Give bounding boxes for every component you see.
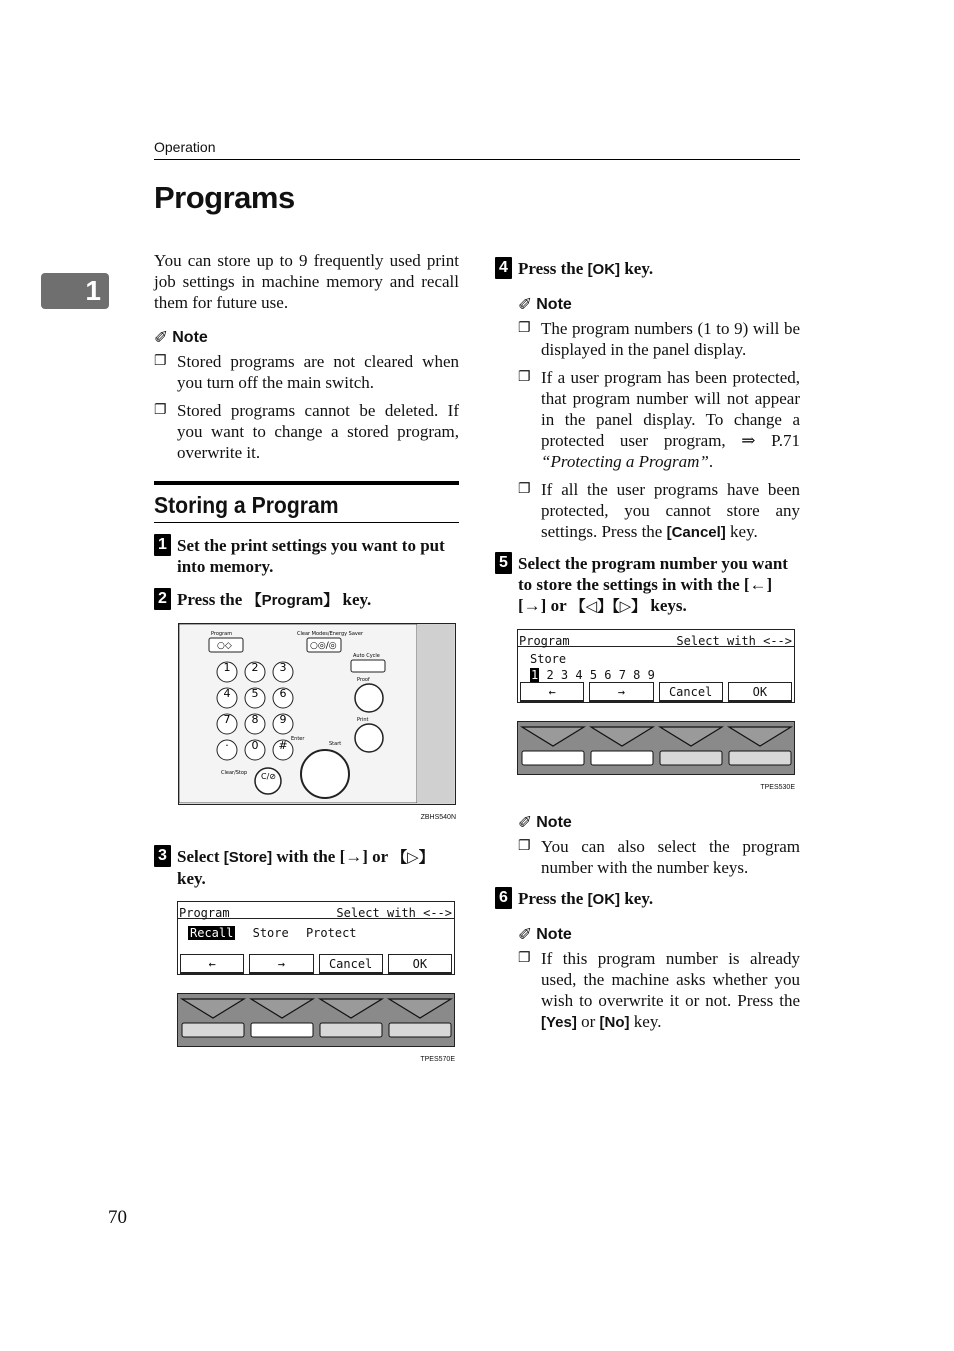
figure-code: TPES570E xyxy=(420,1056,455,1063)
left-right-keys-label: 【◁】【▷】 xyxy=(570,598,647,615)
cancel-softkey[interactable]: Cancel xyxy=(319,954,383,974)
lcd-program-number-figure xyxy=(517,629,800,798)
program-numbers[interactable]: 2 3 4 5 6 7 8 9 xyxy=(546,668,655,682)
note-item: ❐ Stored programs are not cleared when you turn off the main switch. xyxy=(154,351,459,393)
lcd-display xyxy=(177,901,455,975)
svg-text:○◇: ○◇ xyxy=(217,641,232,651)
note-text: . xyxy=(708,452,714,471)
step-text: keys. xyxy=(646,596,687,615)
note-text: If a user program has been protected, that program number will not appear in the panel display. To change a protected user program, ⇒ P.71 xyxy=(541,368,800,450)
clear-stop-key-label: C/⊘ xyxy=(261,772,276,781)
selected-program-number[interactable]: 1 xyxy=(531,668,539,682)
clear-stop-label: Clear/Stop xyxy=(221,770,248,776)
auto-cycle-label: Auto Cycle xyxy=(353,653,380,659)
selection-keys-drawing xyxy=(178,994,454,1046)
intro-paragraph: You can store up to 9 frequently used print job settings in machine memory and recall them for future use. xyxy=(154,251,459,312)
svg-text:6: 6 xyxy=(279,687,287,700)
left-arrow-softkey[interactable]: ← xyxy=(180,954,244,974)
selection-keys xyxy=(177,993,455,1047)
store-option[interactable]: Store xyxy=(252,926,289,940)
svg-text:○◎/◎: ○◎/◎ xyxy=(310,641,337,651)
svg-text:5: 5 xyxy=(251,687,259,700)
step-text: Select xyxy=(177,847,224,866)
pencil-icon: ✐ xyxy=(518,925,533,944)
note-item xyxy=(518,367,800,472)
left-arrow-softkey[interactable]: ← xyxy=(520,682,584,702)
note-text: key. xyxy=(629,1012,662,1031)
figure-code: ZBHS540N xyxy=(420,814,456,821)
step6-notes xyxy=(518,948,800,1033)
step-number: 6 xyxy=(495,887,512,909)
page-title: Programs xyxy=(154,180,295,215)
no-key-label: [No] xyxy=(599,1014,630,1031)
note-text: If this program number is already used, the machine asks whether you wish to overwrite it or not. Press the xyxy=(541,949,800,1010)
note-text: If all the user programs have been protected, you cannot store any settings. Press the xyxy=(541,480,800,541)
page-number: 70 xyxy=(108,1207,127,1228)
selection-keys-drawing xyxy=(518,722,794,774)
ok-key-label: [OK] xyxy=(587,261,621,278)
proof-label: Proof xyxy=(357,677,370,683)
control-panel-drawing xyxy=(179,624,454,803)
ok-key-label: [OK] xyxy=(587,891,621,908)
note-text: or xyxy=(576,1012,600,1031)
step-number: 4 xyxy=(495,257,512,279)
step-text: key. xyxy=(620,889,654,908)
note-label: Note xyxy=(536,296,572,313)
step-number: 3 xyxy=(154,845,171,867)
pencil-icon: ✐ xyxy=(518,813,533,832)
selection-keys xyxy=(517,721,795,775)
program-label: Program xyxy=(211,631,233,637)
section-title: Storing a Program xyxy=(154,492,339,518)
figure-code: TPES530E xyxy=(760,784,795,791)
running-header: Operation xyxy=(154,139,216,155)
right-key-label: 【▷】 xyxy=(392,849,434,866)
cross-reference-link[interactable]: “Protecting a Program” xyxy=(541,452,709,471)
step-number: 5 xyxy=(495,552,512,574)
intro-notes xyxy=(154,351,459,463)
section-underline xyxy=(154,522,459,523)
control-panel xyxy=(178,623,456,805)
chapter-tab: 1 xyxy=(41,273,109,309)
note-item: ❐ Stored programs cannot be deleted. If you want to change a stored program, overwrite it. xyxy=(154,400,459,463)
note-label: Note xyxy=(536,814,572,831)
note-item: ❐ The program numbers (1 to 9) will be displayed in the panel display. xyxy=(518,318,800,360)
svg-text:4: 4 xyxy=(223,687,231,700)
recall-option[interactable]: Recall xyxy=(190,926,234,940)
ok-softkey[interactable]: OK xyxy=(388,954,452,974)
right-arrow-softkey[interactable]: → xyxy=(249,954,313,974)
svg-text:8: 8 xyxy=(251,713,259,726)
step-text: with the [→] or xyxy=(272,847,393,866)
print-label: Print xyxy=(357,717,369,723)
note-heading xyxy=(518,294,800,315)
svg-text:1: 1 xyxy=(223,661,231,674)
ok-softkey[interactable]: OK xyxy=(728,682,792,702)
step-text: Select the program number you want to store the settings in with the [←] [→] or xyxy=(518,554,788,615)
note-heading xyxy=(518,812,800,833)
note-label: Note xyxy=(172,329,208,346)
right-arrow-softkey[interactable]: → xyxy=(589,682,653,702)
step-2 xyxy=(154,589,459,611)
note-item xyxy=(518,479,800,543)
step-6 xyxy=(495,888,800,910)
right-column xyxy=(495,252,800,1040)
step-text: Press the xyxy=(518,259,588,278)
lcd-left-title: Program xyxy=(519,634,570,648)
svg-text:0: 0 xyxy=(251,739,259,752)
step5-notes xyxy=(518,836,800,878)
note-item: ❐ You can also select the program number with the number keys. xyxy=(518,836,800,878)
lcd-right-hint: Select with <--> xyxy=(336,906,452,920)
note-item xyxy=(518,948,800,1033)
step-text: Press the xyxy=(177,590,247,609)
svg-text:3: 3 xyxy=(279,661,287,674)
note-text: key. xyxy=(725,522,758,541)
lcd-store-line: Store xyxy=(530,652,567,666)
pencil-icon: ✐ xyxy=(518,295,533,314)
lcd-right-hint: Select with <--> xyxy=(676,634,792,648)
step-text: key. xyxy=(338,590,372,609)
pencil-icon: ✐ xyxy=(154,328,169,347)
step-4 xyxy=(495,258,800,280)
step-text: key. xyxy=(620,259,654,278)
step-3 xyxy=(154,846,459,889)
note-label: Note xyxy=(536,926,572,943)
step-number: 1 xyxy=(154,534,171,556)
step-1 xyxy=(154,535,459,577)
yes-key-label: [Yes] xyxy=(541,1014,577,1031)
clear-modes-label: Clear Modes/Energy Saver xyxy=(297,631,364,637)
note-heading xyxy=(154,327,459,348)
lcd-display xyxy=(517,629,795,703)
header-rule xyxy=(154,159,800,160)
start-label: Start xyxy=(329,741,342,747)
svg-text:·: · xyxy=(225,739,229,752)
cancel-key-label: [Cancel] xyxy=(666,524,726,541)
step-5 xyxy=(495,553,800,617)
svg-text:9: 9 xyxy=(279,713,287,726)
step-number: 2 xyxy=(154,588,171,610)
step4-notes xyxy=(518,318,800,543)
program-key-label: 【Program】 xyxy=(246,592,339,609)
protect-option[interactable]: Protect xyxy=(305,926,357,940)
store-key-label: [Store] xyxy=(223,849,273,866)
step-text: key. xyxy=(177,869,206,888)
step-text: Set the print settings you want to put into memory. xyxy=(177,536,445,576)
svg-text:2: 2 xyxy=(251,661,259,674)
cancel-softkey[interactable]: Cancel xyxy=(659,682,723,702)
step-text: Press the xyxy=(518,889,588,908)
enter-label: Enter xyxy=(291,736,305,742)
svg-text:#: # xyxy=(278,739,288,752)
svg-text:7: 7 xyxy=(223,713,231,726)
left-column xyxy=(154,250,459,1070)
note-heading xyxy=(518,924,800,945)
lcd-left-title: Program xyxy=(179,906,230,920)
control-panel-figure xyxy=(178,623,459,828)
section-rule xyxy=(154,481,459,485)
lcd-store-figure xyxy=(177,901,459,1070)
